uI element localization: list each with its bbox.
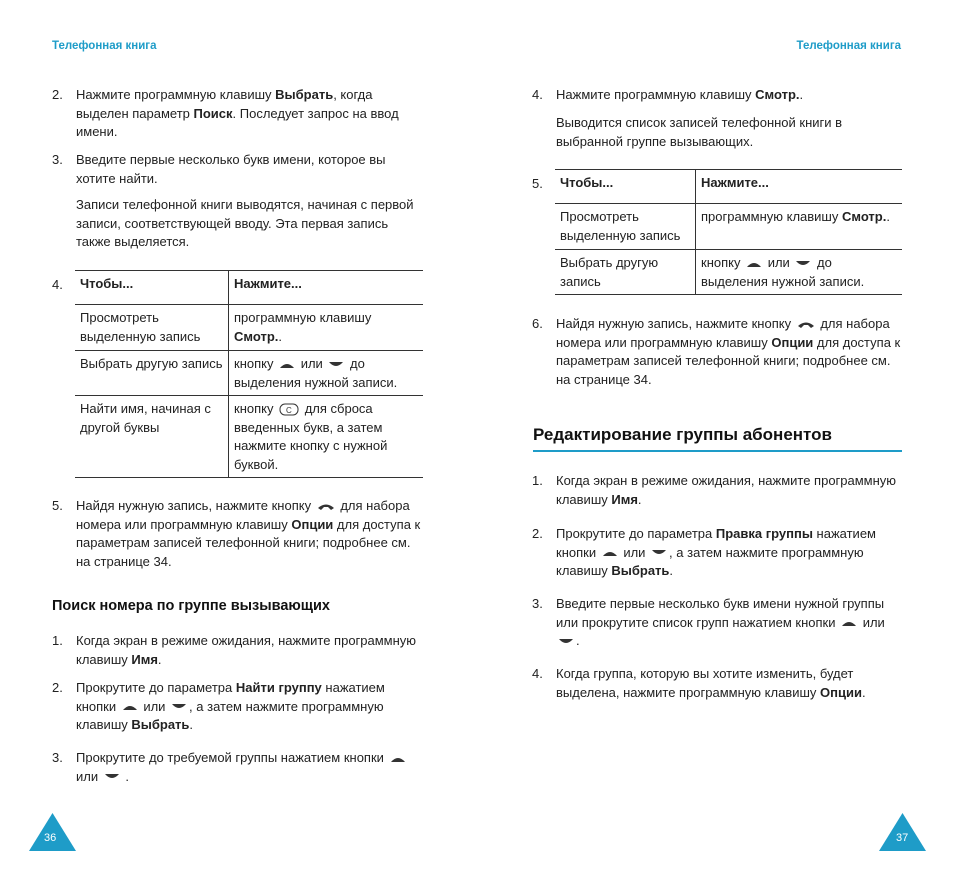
page-number: 36 (44, 832, 57, 844)
step-text: Найдя нужную запись, нажмите кнопку для набора номера или программную клавишу Опции для доступа к параметрам записей телефонной книги; подробнее см. на странице 34. (556, 316, 901, 387)
right-header-title: Телефонная книга (796, 40, 901, 52)
down-key-icon (558, 638, 574, 646)
step-number: 4. (532, 666, 543, 681)
step-number: 6. (532, 316, 543, 331)
table-step-number: 4. (52, 277, 63, 292)
left-header-title: Телефонная книга (52, 40, 157, 52)
down-key-icon (651, 549, 667, 557)
step-text: Когда экран в режиме ожидания, нажмите программную клавишу Имя. (556, 473, 897, 507)
step-number: 2. (52, 680, 63, 695)
left-section-title: Поиск номера по группе вызывающих (52, 598, 330, 614)
step-text: Найдя нужную запись, нажмите кнопку для набора номера или программную клавишу Опции для доступа к параметрам записей телефонной книги; подробнее см. на странице 34. (76, 498, 421, 569)
up-key-icon (279, 361, 295, 369)
table-cell: Просмотреть выделенную запись (555, 204, 696, 249)
step-text: Нажмите программную клавишу Выбрать, когда выделен параметр Поиск. Последует запрос на ввод имени. (76, 87, 399, 139)
table-header-cell: Чтобы... (555, 170, 696, 203)
page-number: 37 (896, 832, 909, 844)
table-cell: кнопку C для сброса введенных букв, а затем нажмите кнопку с нужной буквой. (234, 401, 388, 472)
table-cell: кнопку или до выделения нужной записи. (701, 255, 865, 289)
up-key-icon (746, 260, 762, 268)
down-key-icon (171, 703, 187, 711)
table-cell: программную клавишу Смотр.. (234, 310, 372, 344)
svg-text:C: C (286, 406, 292, 416)
step-number: 1. (532, 473, 543, 488)
step-note: Записи телефонной книги выводятся, начиная с первой записи, соответствующей вводу. Эта первая запись также выделяется. (76, 197, 414, 249)
step-number: 3. (52, 750, 63, 765)
table-cell: Найти имя, начиная с другой буквы (75, 396, 229, 477)
send-key-icon (797, 320, 815, 329)
step-number: 2. (532, 526, 543, 541)
step-number: 3. (52, 152, 63, 167)
up-key-icon (122, 703, 138, 711)
send-key-icon (317, 502, 335, 511)
down-key-icon (328, 361, 344, 369)
step-text: Нажмите программную клавишу Смотр.. (556, 87, 804, 102)
down-key-icon (104, 773, 120, 781)
table-cell: программную клавишу Смотр.. (701, 209, 890, 224)
table-row (75, 305, 423, 351)
up-key-icon (841, 619, 857, 627)
section-divider (533, 450, 902, 452)
table-cell: Просмотреть выделенную запись (75, 305, 229, 350)
right-section-title: Редактирование группы абонентов (533, 425, 832, 444)
table-header-row (555, 170, 902, 204)
table-row (75, 351, 423, 396)
step-note: Выводится список записей телефонной книги в выбранной группе вызывающих. (556, 115, 843, 149)
up-key-icon (602, 549, 618, 557)
step-number: 2. (52, 87, 63, 102)
step-text: Когда группа, которую вы хотите изменить, будет выделена, нажмите программную клавишу Опции. (556, 666, 866, 700)
step-text: Введите первые несколько букв имени нужной группы или прокрутите список групп нажатием кнопки или . (556, 596, 885, 648)
table-cell: Выбрать другую запись (555, 250, 696, 294)
step-number: 1. (52, 633, 63, 648)
step-text: Прокрутите до параметра Правка группы нажатием кнопки или , а затем нажмите программную клавишу Выбрать. (556, 526, 876, 578)
step-number: 4. (532, 87, 543, 102)
step-text: Прокрутите до параметра Найти группу нажатием кнопки или , а затем нажмите программную клавишу Выбрать. (76, 680, 385, 732)
left-action-table (75, 270, 423, 478)
table-row (555, 250, 902, 294)
table-header-cell: Чтобы... (75, 271, 229, 304)
step-text: Прокрутите до требуемой группы нажатием кнопки или . (76, 749, 416, 786)
step-text: Когда экран в режиме ожидания, нажмите программную клавишу Имя. (76, 633, 417, 667)
down-key-icon (795, 260, 811, 268)
right-action-table (555, 169, 902, 295)
table-cell: Выбрать другую запись (75, 351, 229, 395)
step-number: 5. (52, 498, 63, 513)
table-step-number: 5. (532, 176, 543, 191)
table-row (555, 204, 902, 250)
step-text: Введите первые несколько букв имени, которое вы хотите найти. (76, 152, 386, 186)
table-header-row (75, 271, 423, 305)
clear-key-icon (279, 403, 299, 416)
table-header-cell: Нажмите... (234, 276, 302, 291)
step-number: 3. (532, 596, 543, 611)
table-row (75, 396, 423, 477)
table-cell: кнопку или до выделения нужной записи. (234, 356, 398, 390)
table-header-cell: Нажмите... (701, 175, 769, 190)
up-key-icon (390, 755, 406, 763)
